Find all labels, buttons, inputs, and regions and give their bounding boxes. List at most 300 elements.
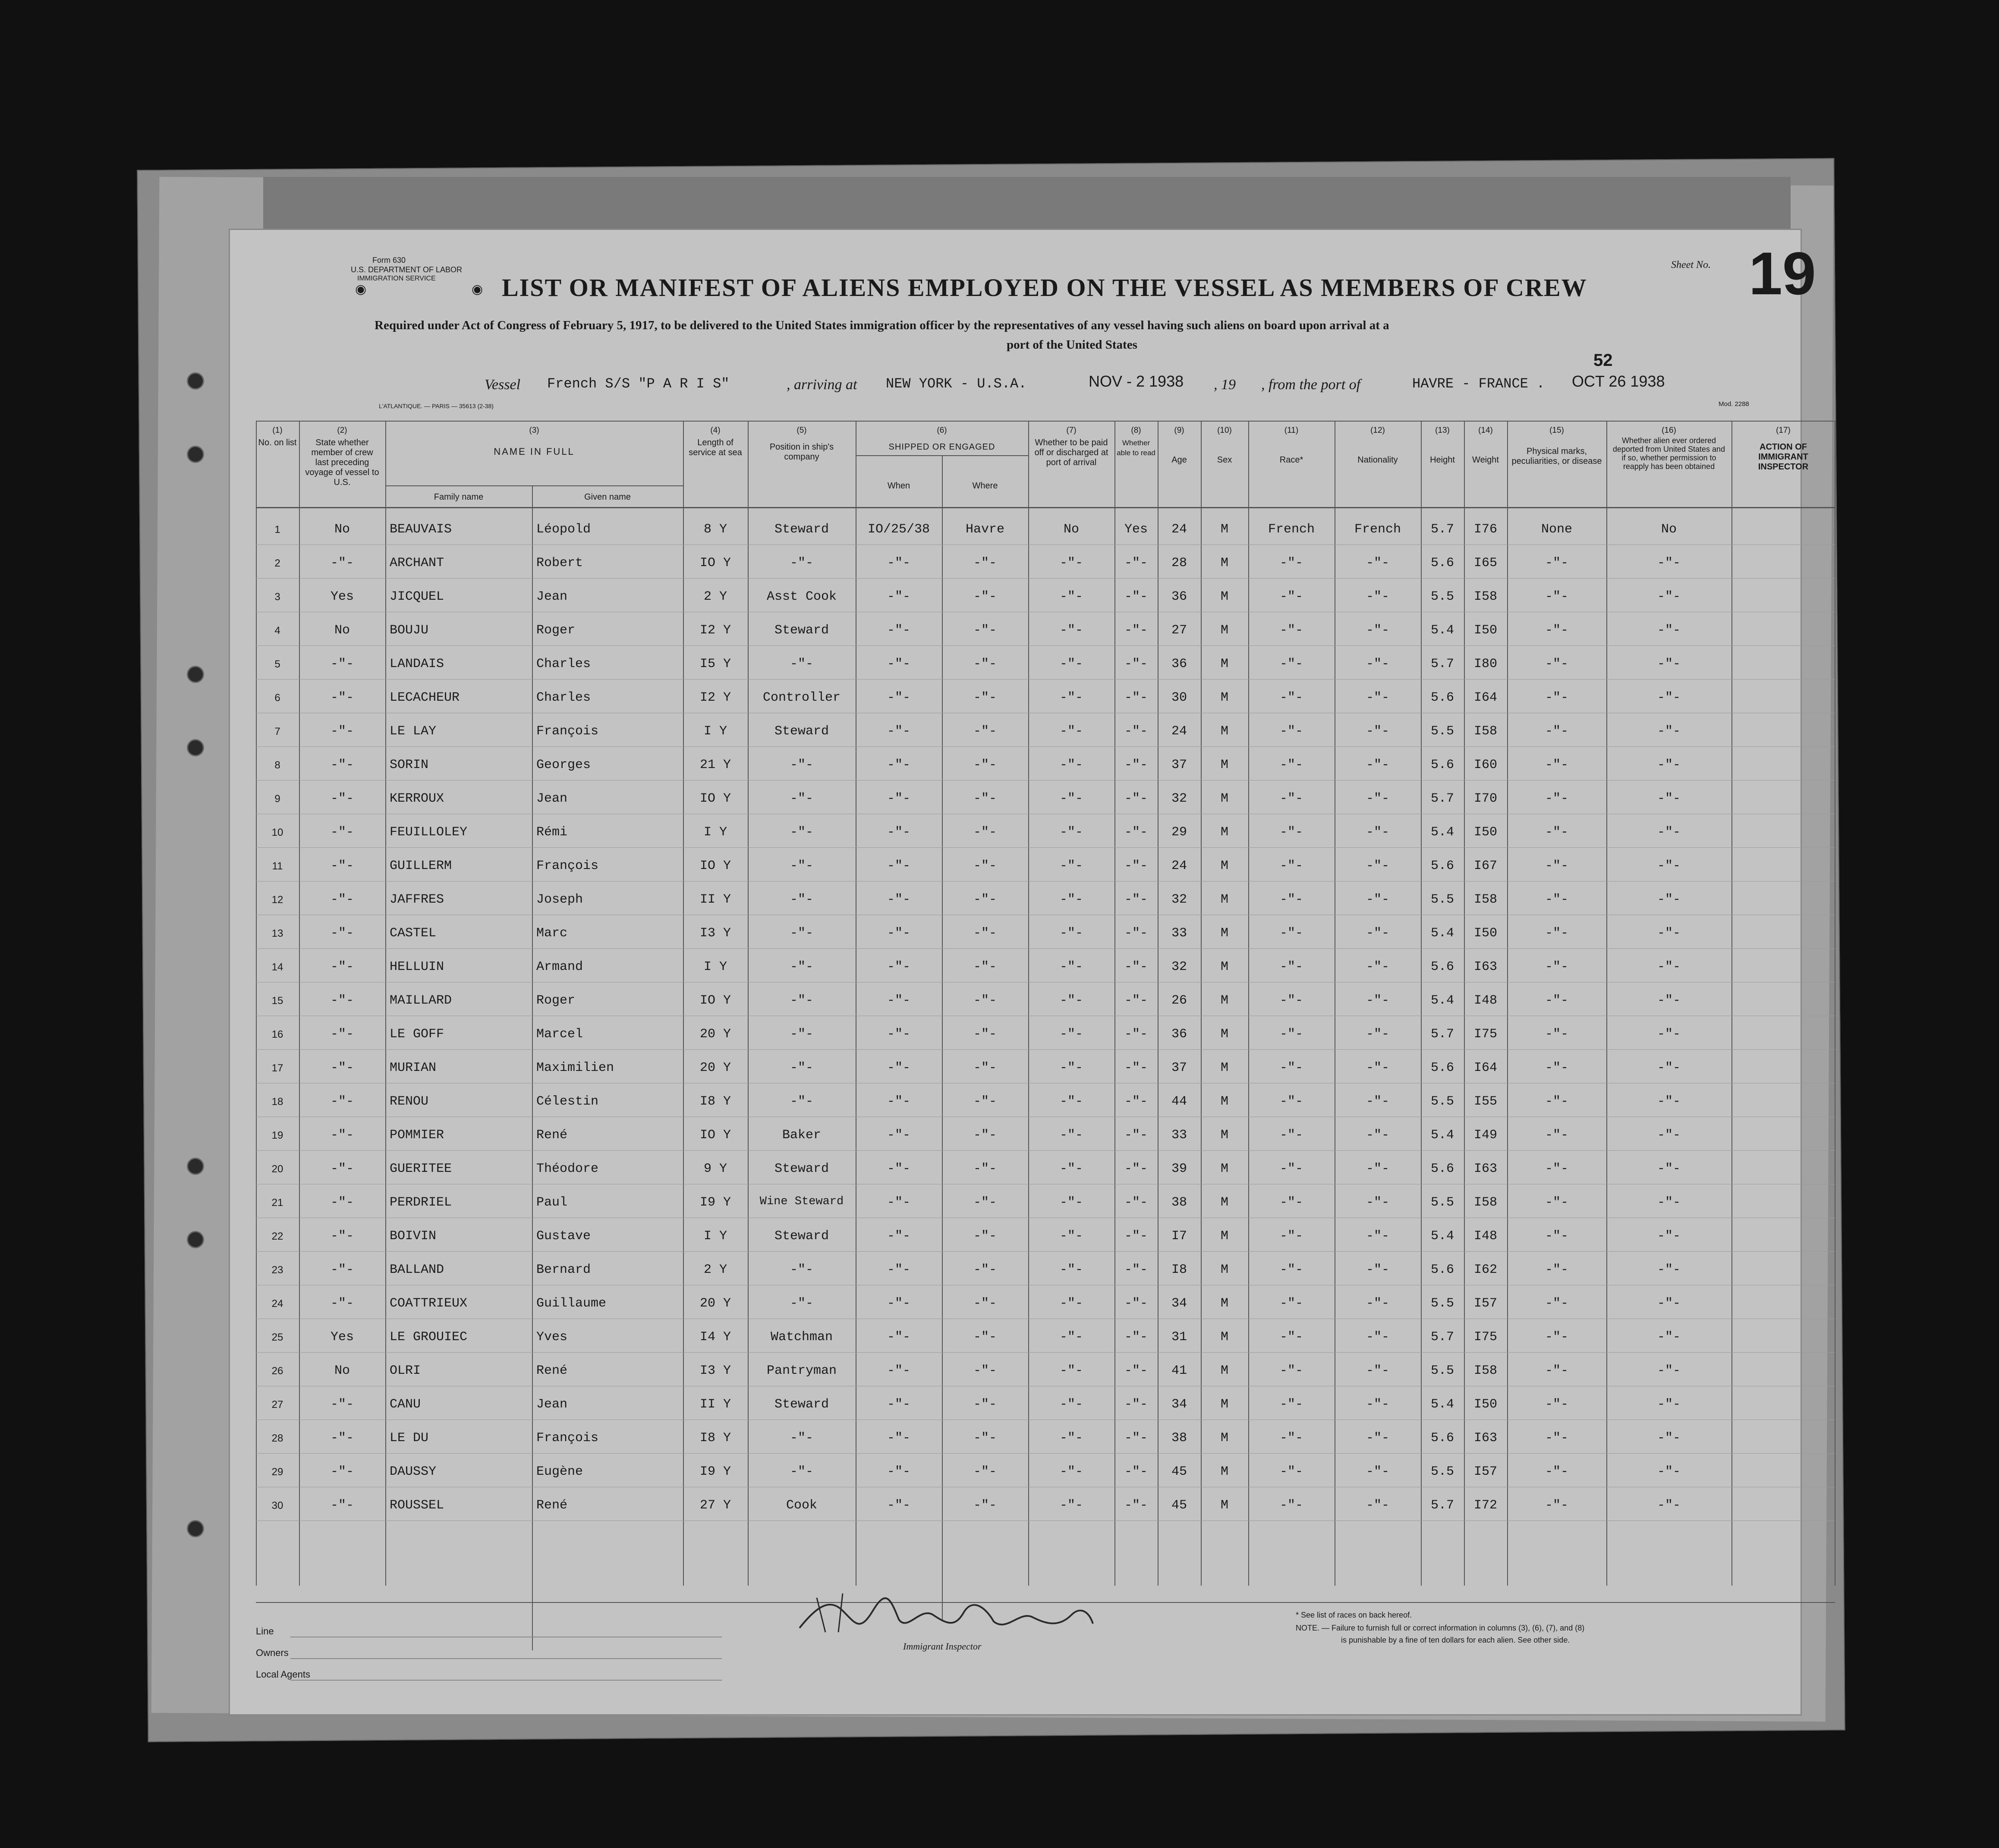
arrival-date-stamp: NOV - 2 1938	[1089, 372, 1184, 390]
cell-race: -"-	[1279, 926, 1303, 941]
cell-marks: -"-	[1545, 1229, 1568, 1244]
cell-nationality: -"-	[1366, 1431, 1389, 1445]
local-agents-label: Local Agents	[256, 1669, 310, 1680]
cell-weight: I58	[1473, 1363, 1497, 1378]
cell-height: 5.5	[1430, 1363, 1454, 1378]
cell-where: -"-	[973, 1363, 997, 1378]
cell-deported: -"-	[1657, 1397, 1681, 1412]
cell-race: -"-	[1279, 1431, 1303, 1445]
table-row	[256, 1254, 1835, 1288]
cell-position: -"-	[790, 758, 813, 772]
cell-service: II Y	[699, 892, 731, 907]
cell-weight: I55	[1473, 1094, 1497, 1109]
cell-deported: -"-	[1657, 960, 1681, 974]
form-title: LIST OR MANIFEST OF ALIENS EMPLOYED ON THE VESSEL AS MEMBERS OF CREW	[502, 274, 1587, 302]
cell-height: 5.5	[1430, 589, 1454, 604]
cell-given: Théodore	[536, 1162, 599, 1176]
cell-where: -"-	[973, 1464, 997, 1479]
cell-deported: -"-	[1657, 690, 1681, 705]
cell-marks: -"-	[1545, 623, 1568, 638]
cell-where: -"-	[973, 1296, 997, 1311]
cell-paid: -"-	[1059, 859, 1083, 873]
cell-no: 23	[271, 1264, 283, 1276]
cell-read: -"-	[1124, 657, 1148, 671]
cell-position: Steward	[774, 623, 829, 638]
cell-read: -"-	[1124, 960, 1148, 974]
cell-weight: I57	[1473, 1464, 1497, 1479]
cell-paid: -"-	[1059, 1195, 1083, 1210]
cell-sex: M	[1220, 1262, 1228, 1277]
cell-where: -"-	[973, 1397, 997, 1412]
cell-race: -"-	[1279, 690, 1303, 705]
cell-marks: -"-	[1545, 1061, 1568, 1075]
table-row	[256, 581, 1835, 614]
cell-paid: -"-	[1059, 926, 1083, 941]
cell-when: -"-	[887, 926, 910, 941]
cell-no: 8	[274, 759, 280, 771]
cell-sex: M	[1220, 1128, 1228, 1143]
cell-age: 27	[1171, 623, 1187, 638]
cell-marks: -"-	[1545, 1464, 1568, 1479]
cell-weight: I76	[1473, 522, 1497, 537]
cell-read: -"-	[1124, 1128, 1148, 1143]
cell-family: LE GROUIEC	[390, 1330, 468, 1344]
cell-position: Pantryman	[766, 1363, 837, 1378]
cell-service: IO Y	[699, 1128, 731, 1143]
cell-no: 30	[271, 1500, 283, 1511]
cell-nationality: -"-	[1366, 1229, 1389, 1244]
cell-given: Jean	[536, 589, 568, 604]
cell-family: PERDRIEL	[390, 1195, 452, 1210]
cell-read: -"-	[1124, 690, 1148, 705]
cell-sex: M	[1220, 1027, 1228, 1042]
cell-given: Marc	[536, 926, 568, 941]
cell-when: -"-	[887, 892, 910, 907]
cell-when: -"-	[887, 859, 910, 873]
cell-no: 7	[274, 726, 280, 737]
cell-sex: M	[1220, 1229, 1228, 1244]
cell-height: 5.7	[1430, 522, 1454, 537]
cell-prev: -"-	[330, 791, 354, 806]
cell-nationality: -"-	[1366, 825, 1389, 840]
cell-deported: -"-	[1657, 1330, 1681, 1344]
cell-weight: I49	[1473, 1128, 1497, 1143]
cell-height: 5.6	[1430, 1162, 1454, 1176]
cell-nationality: -"-	[1366, 960, 1389, 974]
cell-position: Steward	[774, 1162, 829, 1176]
cell-nationality: -"-	[1366, 1498, 1389, 1513]
col13-number: (13)	[1435, 426, 1450, 435]
cell-paid: -"-	[1059, 1229, 1083, 1244]
cell-height: 5.6	[1430, 1061, 1454, 1075]
cell-race: -"-	[1279, 1363, 1303, 1378]
cell-no: 1	[274, 524, 280, 535]
cell-age: 39	[1171, 1162, 1187, 1176]
cell-height: 5.4	[1430, 623, 1454, 638]
table-row	[256, 884, 1835, 917]
cell-marks: -"-	[1545, 1094, 1568, 1109]
cell-weight: I58	[1473, 892, 1497, 907]
table-row	[256, 1489, 1835, 1523]
seal-stamp-left: ◉	[355, 282, 367, 296]
penalty-note-line1: NOTE. — Failure to furnish full or correct information in columns (3), (6), (7), and (8)	[1296, 1624, 1585, 1632]
cell-read: -"-	[1124, 623, 1148, 638]
table-row	[256, 1456, 1835, 1489]
cell-race: French	[1268, 522, 1315, 537]
cell-position: -"-	[790, 926, 813, 941]
col17-header: ACTION OF IMMIGRANT INSPECTOR	[1758, 442, 1809, 472]
cell-nationality: -"-	[1366, 1094, 1389, 1109]
col9-number: (9)	[1174, 426, 1184, 435]
table-row	[256, 1388, 1835, 1422]
cell-given: Marcel	[536, 1027, 583, 1042]
cell-race: -"-	[1279, 791, 1303, 806]
cell-age: 36	[1171, 589, 1187, 604]
cell-height: 5.4	[1430, 926, 1454, 941]
cell-when: -"-	[887, 1330, 910, 1344]
cell-height: 5.7	[1430, 1330, 1454, 1344]
cell-weight: I75	[1473, 1027, 1497, 1042]
cell-service: 9 Y	[703, 1162, 727, 1176]
cell-no: 28	[271, 1432, 283, 1444]
cell-marks: -"-	[1545, 1498, 1568, 1513]
cell-nationality: -"-	[1366, 1162, 1389, 1176]
cell-prev: -"-	[330, 1027, 354, 1042]
cell-position: -"-	[790, 960, 813, 974]
col3-number: (3)	[529, 426, 539, 435]
cell-where: -"-	[973, 1229, 997, 1244]
cell-paid: -"-	[1059, 791, 1083, 806]
cell-weight: I75	[1473, 1330, 1497, 1344]
printer-line: L'ATLANTIQUE. — PARIS — 35613 (2-38)	[379, 403, 494, 409]
cell-family: LE LAY	[390, 724, 437, 739]
cell-prev: -"-	[330, 1162, 354, 1176]
cell-age: 38	[1171, 1195, 1187, 1210]
cell-marks: -"-	[1545, 657, 1568, 671]
cell-nationality: -"-	[1366, 1363, 1389, 1378]
seal-stamp-right: ◉	[472, 282, 483, 296]
cell-read: -"-	[1124, 859, 1148, 873]
cell-read: -"-	[1124, 1464, 1148, 1479]
cell-height: 5.4	[1430, 1128, 1454, 1143]
form-number: Form 630	[372, 256, 406, 264]
cell-sex: M	[1220, 1296, 1228, 1311]
cell-prev: -"-	[330, 926, 354, 941]
cell-given: Léopold	[536, 522, 591, 537]
cell-paid: -"-	[1059, 1027, 1083, 1042]
cell-no: 25	[271, 1332, 283, 1343]
cell-prev: -"-	[330, 825, 354, 840]
cell-position: -"-	[790, 1296, 813, 1311]
cell-marks: -"-	[1545, 1363, 1568, 1378]
cell-race: -"-	[1279, 1397, 1303, 1412]
cell-age: 41	[1171, 1363, 1187, 1378]
cell-deported: -"-	[1657, 589, 1681, 604]
cell-no: 17	[271, 1062, 283, 1074]
cell-race: -"-	[1279, 892, 1303, 907]
cell-deported: -"-	[1657, 1162, 1681, 1176]
cell-where: -"-	[973, 1195, 997, 1210]
cell-sex: M	[1220, 556, 1228, 570]
table-row	[256, 1119, 1835, 1153]
cell-prev: -"-	[330, 657, 354, 671]
cell-no: 4	[274, 625, 280, 636]
cell-marks: -"-	[1545, 993, 1568, 1008]
cell-sex: M	[1220, 859, 1228, 873]
cell-where: -"-	[973, 791, 997, 806]
cell-weight: I67	[1473, 859, 1497, 873]
cell-paid: -"-	[1059, 556, 1083, 570]
cell-given: Rémi	[536, 825, 568, 840]
table-row	[256, 682, 1835, 715]
cell-position: Steward	[774, 1229, 829, 1244]
cell-height: 5.7	[1430, 1498, 1454, 1513]
cell-weight: I58	[1473, 724, 1497, 739]
cell-service: I3 Y	[699, 926, 731, 941]
cell-sex: M	[1220, 1397, 1228, 1412]
cell-given: Gustave	[536, 1229, 591, 1244]
cell-given: Paul	[536, 1195, 568, 1210]
cell-position: -"-	[790, 1431, 813, 1445]
cell-deported: -"-	[1657, 859, 1681, 873]
cell-race: -"-	[1279, 1330, 1303, 1344]
cell-nationality: -"-	[1366, 892, 1389, 907]
col15-number: (15)	[1549, 426, 1564, 435]
cell-position: Baker	[782, 1128, 821, 1143]
cell-paid: -"-	[1059, 1061, 1083, 1075]
cell-read: -"-	[1124, 724, 1148, 739]
cell-given: René	[536, 1363, 568, 1378]
cell-given: Jean	[536, 1397, 568, 1412]
cell-family: KERROUX	[390, 791, 444, 806]
cell-age: 24	[1171, 724, 1187, 739]
cell-prev: -"-	[330, 993, 354, 1008]
crew-rows	[256, 507, 1835, 1568]
cell-prev: -"-	[330, 1498, 354, 1513]
cell-paid: -"-	[1059, 623, 1083, 638]
binder-hole	[187, 372, 204, 390]
cell-when: -"-	[887, 556, 910, 570]
cell-age: 36	[1171, 1027, 1187, 1042]
cell-read: -"-	[1124, 926, 1148, 941]
cell-race: -"-	[1279, 825, 1303, 840]
arriving-label: , arriving at	[787, 377, 857, 393]
cell-read: -"-	[1124, 1498, 1148, 1513]
cell-no: 29	[271, 1466, 283, 1478]
cell-family: POMMIER	[390, 1128, 444, 1143]
row-rule	[256, 847, 1835, 848]
cell-marks: -"-	[1545, 724, 1568, 739]
cell-no: 10	[271, 827, 283, 838]
cell-marks: -"-	[1545, 690, 1568, 705]
cell-marks: -"-	[1545, 1162, 1568, 1176]
cell-sex: M	[1220, 758, 1228, 772]
inspector-label: Immigrant Inspector	[903, 1641, 982, 1652]
col11-number: (11)	[1284, 426, 1299, 435]
cell-deported: -"-	[1657, 1498, 1681, 1513]
cell-read: -"-	[1124, 556, 1148, 570]
cell-given: Charles	[536, 657, 591, 671]
cell-marks: None	[1541, 522, 1572, 537]
cell-age: 32	[1171, 791, 1187, 806]
cell-marks: -"-	[1545, 1262, 1568, 1277]
cell-deported: -"-	[1657, 758, 1681, 772]
cell-service: 8 Y	[703, 522, 727, 537]
cell-race: -"-	[1279, 1128, 1303, 1143]
cell-weight: I63	[1473, 960, 1497, 974]
cell-weight: I50	[1473, 623, 1497, 638]
cell-race: -"-	[1279, 1061, 1303, 1075]
cell-nationality: -"-	[1366, 690, 1389, 705]
cell-sex: M	[1220, 926, 1228, 941]
col14-header: Weight	[1472, 455, 1499, 465]
vessel-label: Vessel	[485, 377, 521, 393]
cell-where: -"-	[973, 859, 997, 873]
cell-height: 5.6	[1430, 1262, 1454, 1277]
table-row	[256, 783, 1835, 816]
cell-position: -"-	[790, 859, 813, 873]
cell-prev: -"-	[330, 1229, 354, 1244]
cell-when: -"-	[887, 1397, 910, 1412]
col4-number: (4)	[710, 426, 721, 435]
cell-sex: M	[1220, 1061, 1228, 1075]
cell-sex: M	[1220, 1195, 1228, 1210]
cell-no: 5	[274, 658, 280, 670]
cell-read: -"-	[1124, 1094, 1148, 1109]
cell-read: -"-	[1124, 1363, 1148, 1378]
binder-hole	[187, 1520, 204, 1537]
cell-service: II Y	[699, 1397, 731, 1412]
cell-position: Wine Steward	[759, 1195, 844, 1208]
cell-family: BOUJU	[390, 623, 429, 638]
cell-nationality: -"-	[1366, 1195, 1389, 1210]
cell-marks: -"-	[1545, 589, 1568, 604]
cell-weight: I62	[1473, 1262, 1497, 1277]
cell-family: MURIAN	[390, 1061, 437, 1075]
cell-age: 32	[1171, 892, 1187, 907]
cell-read: -"-	[1124, 1296, 1148, 1311]
cell-race: -"-	[1279, 1296, 1303, 1311]
cell-position: Steward	[774, 522, 829, 537]
cell-marks: -"-	[1545, 892, 1568, 907]
cell-prev: -"-	[330, 1431, 354, 1445]
cell-deported: -"-	[1657, 1464, 1681, 1479]
cell-prev: Yes	[330, 589, 354, 604]
cell-prev: -"-	[330, 892, 354, 907]
cell-paid: -"-	[1059, 1464, 1083, 1479]
cell-family: SORIN	[390, 758, 429, 772]
col3-given-header: Given name	[584, 492, 631, 502]
cell-marks: -"-	[1545, 1195, 1568, 1210]
cell-where: -"-	[973, 556, 997, 570]
cell-when: -"-	[887, 1262, 910, 1277]
cell-height: 5.7	[1430, 657, 1454, 671]
form-subtitle-line1: Required under Act of Congress of February 5, 1917, to be delivered to the United States immigration officer by the representatives of any vessel having such aliens on board upon arrival at a	[375, 318, 1389, 332]
row-rule	[256, 1150, 1835, 1151]
cell-where: -"-	[973, 1330, 997, 1344]
cell-no: 6	[274, 692, 280, 704]
cell-no: 21	[271, 1197, 283, 1209]
cell-age: 24	[1171, 522, 1187, 537]
cell-prev: -"-	[330, 1262, 354, 1277]
cell-no: 12	[271, 894, 283, 906]
owners-label: Owners	[256, 1647, 289, 1658]
cell-age: 33	[1171, 926, 1187, 941]
cell-no: 2	[274, 557, 280, 569]
col12-number: (12)	[1370, 426, 1385, 435]
sheet-number: 19	[1749, 239, 1816, 307]
col9-header: Age	[1171, 455, 1187, 465]
cell-no: 3	[274, 591, 280, 603]
cell-marks: -"-	[1545, 758, 1568, 772]
department-name: U.S. DEPARTMENT OF LABOR	[351, 265, 463, 274]
cell-read: -"-	[1124, 1061, 1148, 1075]
cell-family: ROUSSEL	[390, 1498, 444, 1513]
cell-no: 26	[271, 1365, 283, 1377]
cell-when: -"-	[887, 1162, 910, 1176]
col6-where-header: Where	[972, 481, 998, 491]
cell-paid: -"-	[1059, 1498, 1083, 1513]
cell-nationality: -"-	[1366, 926, 1389, 941]
line-label: Line	[256, 1626, 274, 1637]
col8-header: Whether able to read	[1117, 439, 1155, 457]
cell-service: I Y	[703, 724, 727, 739]
cell-deported: -"-	[1657, 556, 1681, 570]
inspector-signature	[791, 1580, 1102, 1645]
cell-given: Armand	[536, 960, 583, 974]
row-rule	[256, 679, 1835, 680]
service-name: IMMIGRATION SERVICE	[357, 275, 436, 282]
cell-service: IO Y	[699, 859, 731, 873]
table-row	[256, 1355, 1835, 1388]
cell-deported: -"-	[1657, 825, 1681, 840]
cell-weight: I65	[1473, 556, 1497, 570]
cell-marks: -"-	[1545, 960, 1568, 974]
row-rule	[256, 1352, 1835, 1353]
cell-deported: No	[1661, 522, 1677, 537]
table-row	[256, 1086, 1835, 1119]
cell-position: Cook	[786, 1498, 817, 1513]
cell-where: -"-	[973, 1061, 997, 1075]
cell-read: Yes	[1124, 522, 1148, 537]
cell-read: -"-	[1124, 1397, 1148, 1412]
cell-deported: -"-	[1657, 724, 1681, 739]
cell-prev: -"-	[330, 1464, 354, 1479]
cell-read: -"-	[1124, 1262, 1148, 1277]
table-row	[256, 1288, 1835, 1321]
cell-marks: -"-	[1545, 556, 1568, 570]
cell-age: 32	[1171, 960, 1187, 974]
cell-paid: -"-	[1059, 1162, 1083, 1176]
cell-where: -"-	[973, 657, 997, 671]
cell-position: Asst Cook	[766, 589, 837, 604]
cell-weight: I64	[1473, 690, 1497, 705]
cell-when: -"-	[887, 690, 910, 705]
cell-deported: -"-	[1657, 1431, 1681, 1445]
cell-age: 34	[1171, 1296, 1187, 1311]
cell-when: -"-	[887, 1229, 910, 1244]
cell-where: -"-	[973, 993, 997, 1008]
cell-where: -"-	[973, 892, 997, 907]
cell-no: 16	[271, 1029, 283, 1040]
col17-number: (17)	[1776, 426, 1791, 435]
cell-position: -"-	[790, 825, 813, 840]
cell-service: I2 Y	[699, 623, 731, 638]
cell-paid: -"-	[1059, 657, 1083, 671]
cell-height: 5.6	[1430, 690, 1454, 705]
binder-hole	[187, 1231, 204, 1248]
cell-where: -"-	[973, 623, 997, 638]
